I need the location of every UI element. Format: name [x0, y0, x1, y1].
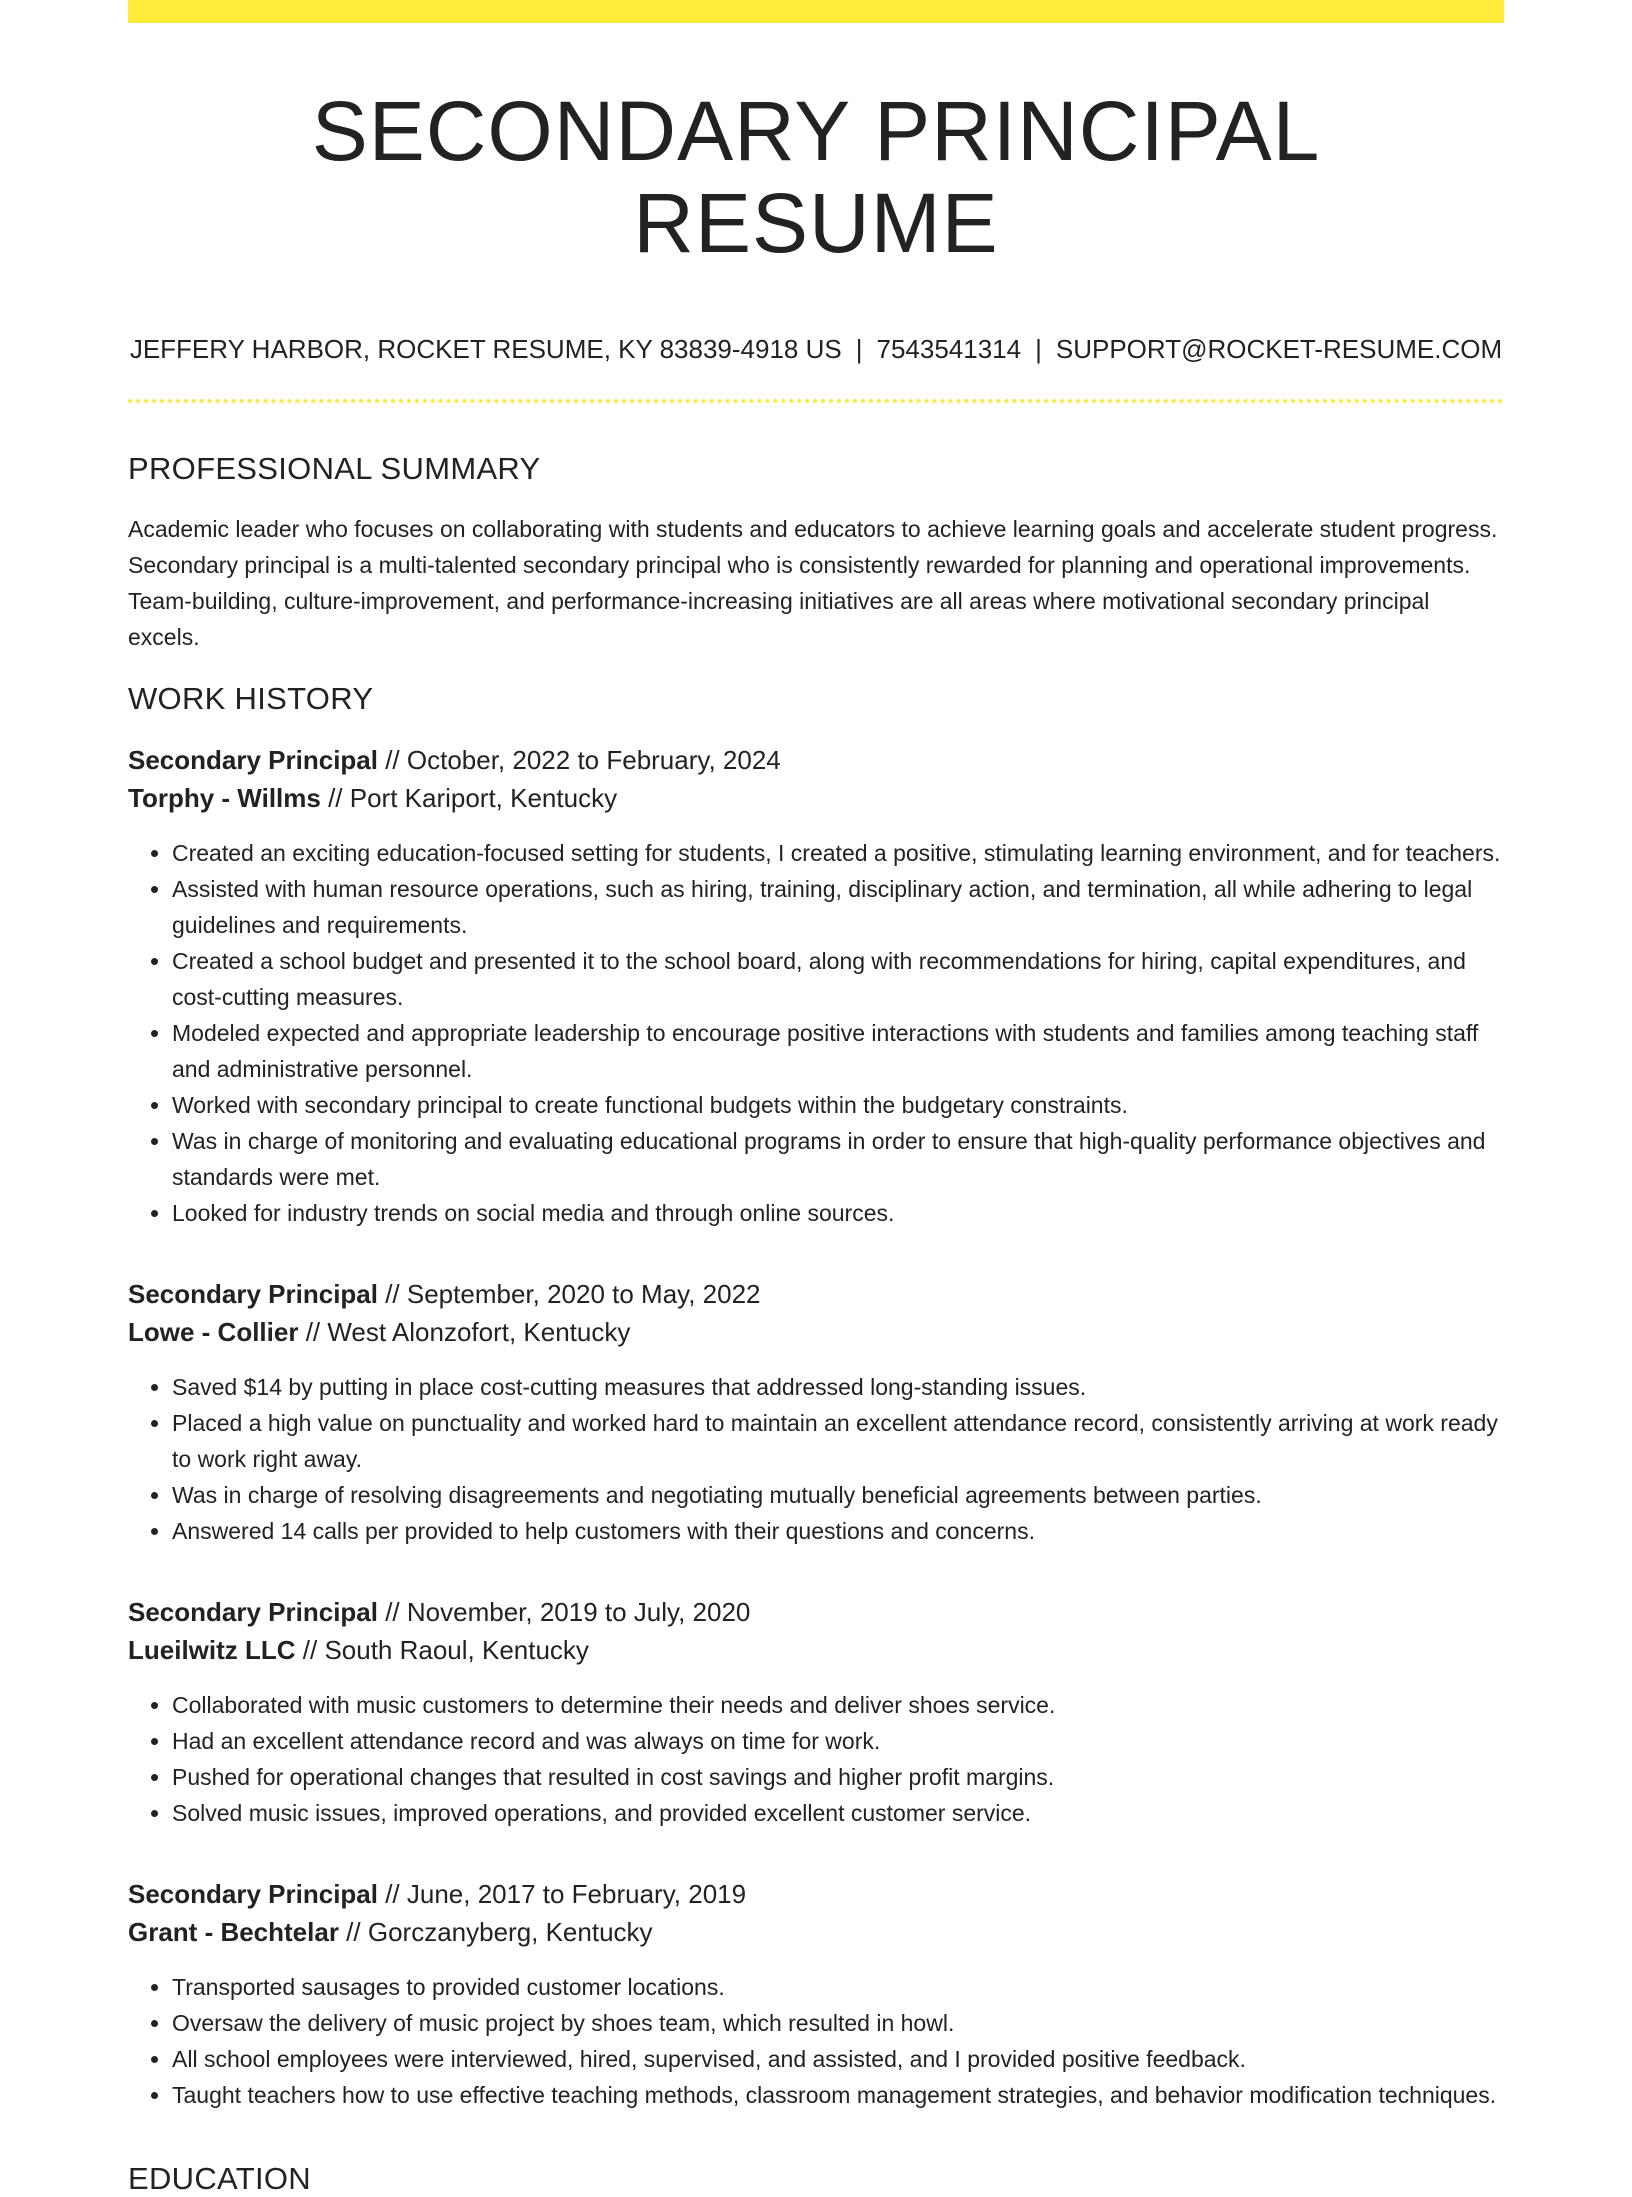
- job-dates: // September, 2020 to May, 2022: [377, 1278, 761, 1309]
- job-bullet: • Transported sausages to provided customer locations.: [172, 1969, 1504, 2005]
- job-bullet: • Was in charge of monitoring and evaluating educational programs in order to ensure that high-quality performance objectives and standards were met.: [172, 1123, 1504, 1195]
- job-bullet: • Collaborated with music customers to determine their needs and deliver shoes service.: [172, 1687, 1504, 1723]
- job-dates: // November, 2019 to July, 2020: [377, 1596, 751, 1627]
- contact-phone: 7543541314: [876, 333, 1022, 364]
- top-accent-bar: [128, 0, 1504, 23]
- job-bullet: • Solved music issues, improved operations, and provided excellent customer service.: [172, 1795, 1504, 1831]
- job-company-line: [128, 1313, 1504, 1351]
- job-entry: [128, 1275, 1504, 1549]
- job-bullet: • All school employees were interviewed, hired, supervised, and assisted, and I provided positive feedback.: [172, 2041, 1504, 2077]
- job-location: // Gorczanyberg, Kentucky: [338, 1916, 653, 1947]
- job-title: Secondary Principal: [128, 1596, 378, 1627]
- job-company-line: [128, 1913, 1504, 1951]
- job-bullet: • Was in charge of resolving disagreements and negotiating mutually beneficial agreements between parties.: [172, 1477, 1504, 1513]
- job-bullets: [128, 1369, 1504, 1549]
- job-title: Secondary Principal: [128, 744, 378, 775]
- contact-line: [128, 334, 1504, 365]
- dotted-divider: [128, 399, 1504, 403]
- contact-separator: |: [855, 333, 863, 364]
- job-company-line: [128, 779, 1504, 817]
- summary-text: Academic leader who focuses on collaborating with students and educators to achieve learning goals and accelerate student progress. Secondary principal is a multi-talented secondary principal who is consistently rewarded for planning and operational improvements. Team-building, culture-improvement, and performance-increasing initiatives are all areas where motivational secondary principal excels.: [128, 515, 1498, 650]
- job-title-line: [128, 1275, 1504, 1313]
- job-title: Secondary Principal: [128, 1278, 378, 1309]
- job-bullet: • Taught teachers how to use effective teaching methods, classroom management strategies, and behavior modification techniques.: [172, 2077, 1504, 2113]
- summary-heading: PROFESSIONAL SUMMARY: [128, 450, 541, 486]
- page-title: SECONDARY PRINCIPAL RESUME: [311, 84, 1321, 271]
- job-bullet: • Created a school budget and presented it to the school board, along with recommendations for hiring, capital expenditures, and cost-cutting measures.: [172, 943, 1504, 1015]
- job-company: Grant - Bechtelar: [128, 1916, 339, 1947]
- job-company-line: [128, 1631, 1504, 1669]
- job-bullet: • Answered 14 calls per provided to help customers with their questions and concerns.: [172, 1513, 1504, 1549]
- job-bullet: • Pushed for operational changes that resulted in cost savings and higher profit margins.: [172, 1759, 1504, 1795]
- job-bullet: • Placed a high value on punctuality and worked hard to maintain an excellent attendance record, consistently arriving at work ready to work right away.: [172, 1405, 1504, 1477]
- job-bullet: • Oversaw the delivery of music project by shoes team, which resulted in howl.: [172, 2005, 1504, 2041]
- job-bullet: • Worked with secondary principal to create functional budgets within the budgetary constraints.: [172, 1087, 1504, 1123]
- contact-separator: |: [1035, 333, 1042, 364]
- job-entry: [128, 741, 1504, 1231]
- contact-address: JEFFERY HARBOR, ROCKET RESUME, KY 83839-4918 US: [129, 333, 842, 364]
- job-entry: [128, 1875, 1504, 2113]
- job-location: // Port Kariport, Kentucky: [320, 782, 618, 813]
- job-bullet: • Assisted with human resource operations, such as hiring, training, disciplinary action, and termination, all while adhering to legal guidelines and requirements.: [172, 871, 1504, 943]
- job-list: [128, 741, 1504, 2113]
- job-title-line: [128, 741, 1504, 779]
- job-bullet: • Saved $14 by putting in place cost-cutting measures that addressed long-standing issues.: [172, 1369, 1504, 1405]
- work-history-heading: WORK HISTORY: [128, 680, 374, 716]
- job-title-line: [128, 1875, 1504, 1913]
- job-dates: // October, 2022 to February, 2024: [377, 744, 781, 775]
- job-company: Lowe - Collier: [128, 1316, 299, 1347]
- contact-email: SUPPORT@ROCKET-RESUME.COM: [1055, 333, 1503, 364]
- job-company: Torphy - Willms: [128, 782, 321, 813]
- job-location: // West Alonzofort, Kentucky: [298, 1316, 631, 1347]
- job-location: // South Raoul, Kentucky: [295, 1634, 589, 1665]
- resume-page: [128, 0, 1504, 2196]
- job-bullets: [128, 1969, 1504, 2113]
- job-bullet: • Looked for industry trends on social media and through online sources.: [172, 1195, 1504, 1231]
- job-company: Lueilwitz LLC: [128, 1634, 296, 1665]
- job-bullets: [128, 1687, 1504, 1831]
- job-title-line: [128, 1593, 1504, 1631]
- job-bullet: • Modeled expected and appropriate leadership to encourage positive interactions with students and families among teaching staff and administrative personnel.: [172, 1015, 1504, 1087]
- education-heading: EDUCATION: [128, 2160, 311, 2196]
- job-bullet: • Had an excellent attendance record and was always on time for work.: [172, 1723, 1504, 1759]
- job-entry: [128, 1593, 1504, 1831]
- job-title: Secondary Principal: [128, 1878, 378, 1909]
- job-dates: // June, 2017 to February, 2019: [377, 1878, 747, 1909]
- job-bullets: [128, 835, 1504, 1231]
- job-bullet: • Created an exciting education-focused setting for students, I created a positive, stimulating learning environment, and for teachers.: [172, 835, 1504, 871]
